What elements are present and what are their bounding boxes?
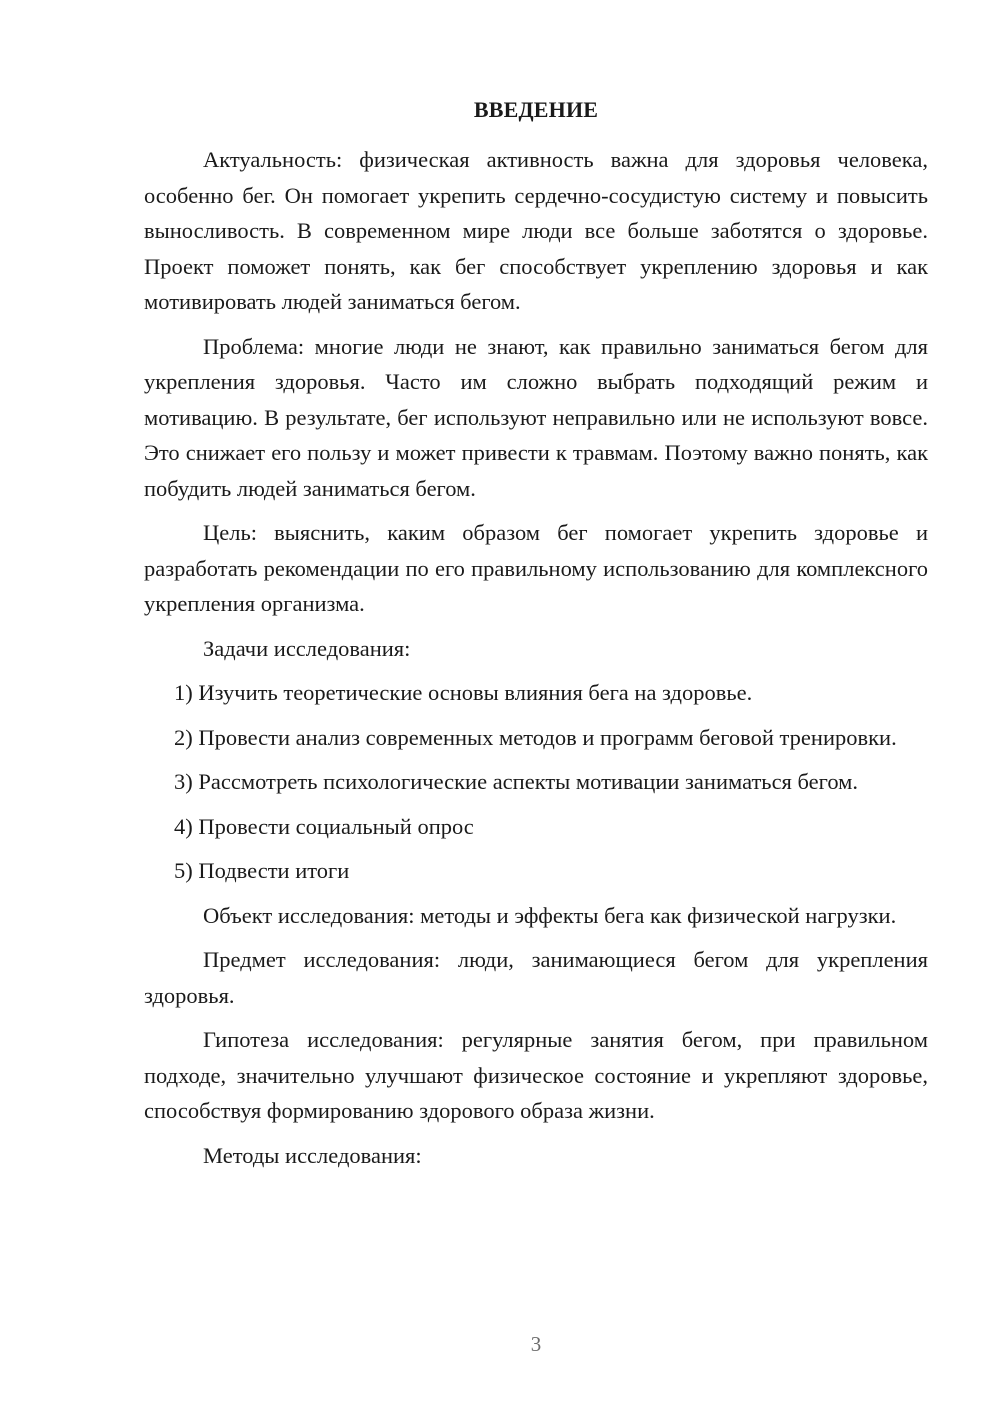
paragraph-hypothesis: Гипотеза исследования: регулярные занятия бегом, при правильном подходе, значительно улучшают физическое состояние и укрепляют здоровье, способствуя формированию здорового образа жизни.: [144, 1027, 928, 1123]
page-body: [144, 92, 928, 1182]
task-item-1: 1) Изучить теоретические основы влияния бега на здоровье.: [174, 680, 753, 705]
task-item-2: 2) Провести анализ современных методов и программ беговой тренировки.: [174, 724, 897, 750]
page-number: 3: [530, 1332, 542, 1356]
task-item-5: 5) Подвести итоги: [174, 858, 350, 883]
section-title: ВВЕДЕНИЕ: [473, 97, 599, 122]
paragraph-goal: Цель: выяснить, каким образом бег помогает укрепить здоровье и разработать рекомендации по его правильному использованию для комплексного укрепления организма.: [144, 520, 928, 616]
task-item-3: 3) Рассмотреть психологические аспекты мотивации заниматься бегом.: [174, 769, 859, 794]
task-item-4: 4) Провести социальный опрос: [174, 813, 474, 839]
tasks-heading: Задачи исследования:: [203, 635, 411, 661]
paragraph-problem: Проблема: многие люди не знают, как правильно заниматься бегом для укрепления здоровья. Часто им сложно выбрать подходящий режим и мотивацию. В результате, бег используют неправильно или не используют вовсе. Это снижает его пользу и может привести к травмам. Поэтому важно понять, как побудить людей заниматься бегом.: [144, 333, 928, 501]
methods-heading: Методы исследования:: [203, 1142, 422, 1168]
paragraph-object: Объект исследования: методы и эффекты бега как физической нагрузки.: [203, 902, 897, 928]
paragraph-subject: Предмет исследования: люди, занимающиеся бегом для укрепления здоровья.: [144, 947, 928, 1008]
paragraph-relevance: Актуальность: физическая активность важна для здоровья человека, особенно бег. Он помогает укрепить сердечно-сосудистую систему и повысить выносливость. В современном мире люди все больше заботятся о здоровье. Проект поможет понять, как бег способствует укреплению здоровья и как мотивировать людей заниматься бегом.: [144, 147, 928, 314]
